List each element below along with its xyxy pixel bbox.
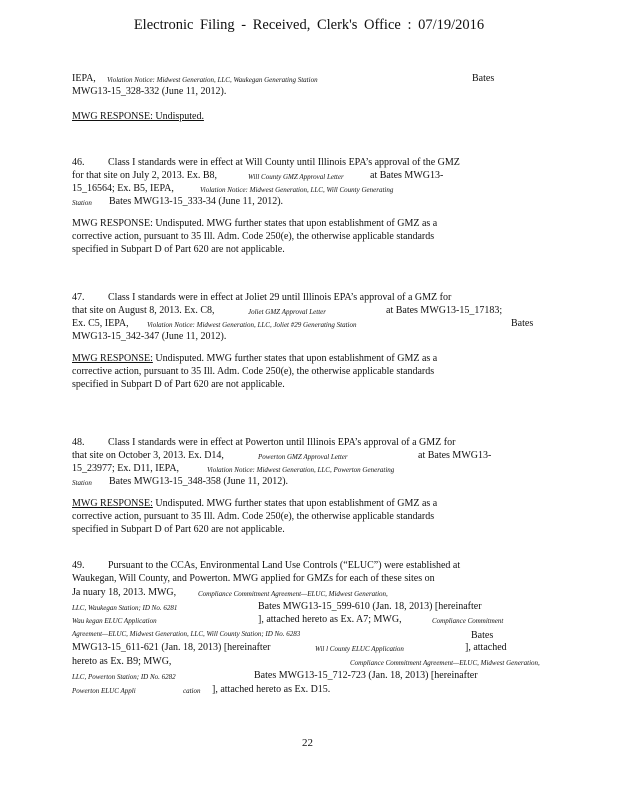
text-run: Bates <box>511 318 534 329</box>
citation-title: Station <box>72 479 92 487</box>
text-run: Bates MWG13-15_333-34 (June 11, 2012). <box>109 196 284 207</box>
citation-title: Powerton GMZ Approval Letter <box>258 453 348 461</box>
text-run: that site on August 8, 2013. Ex. C8, <box>72 305 215 316</box>
text-run: 48. <box>72 437 85 448</box>
citation-title: Wil l County ELUC Application <box>315 645 404 653</box>
citation-title: Violation Notice: Midwest Generation, LLC, Powerton Generating <box>207 466 395 474</box>
text-run: Undisputed. MWG further states that upon establishment of GMZ as a <box>152 353 438 364</box>
text-run: Ex. C5, IEPA, <box>72 318 129 329</box>
text-line <box>72 244 285 255</box>
text-run: MWG13-15_328-332 (June 11, 2012). <box>72 86 227 97</box>
text-run: specified in Subpart D of Part 620 are not applicable. <box>72 524 285 535</box>
text-line <box>471 630 493 641</box>
text-run: specified in Subpart D of Part 620 are not applicable. <box>72 244 285 255</box>
citation-title: Violation Notice: Midwest Generation, LLC, Will County Generating <box>200 186 394 194</box>
text-line <box>472 73 494 84</box>
citation-title: Violation Notice: Midwest Generation, LLC, Waukegan Generating Station <box>107 76 318 84</box>
filing-stamp-header: Electronic Filing - Received, Clerk's Office : 07/19/2016 <box>133 17 485 33</box>
text-run: Bates MWG13-15_348-358 (June 11, 2012). <box>109 476 289 487</box>
text-run: 47. <box>72 292 85 303</box>
citation-title: Will County GMZ Approval Letter <box>248 173 344 181</box>
citation-title: Powerton ELUC Appli <box>72 687 136 695</box>
text-run: at Bates MWG13- <box>370 170 444 181</box>
text-run: 15_23977; Ex. D11, IEPA, <box>72 463 180 474</box>
text-run: at Bates MWG13- <box>418 450 492 461</box>
citation-title: LLC, Powerton Station; ID No. 6282 <box>72 673 176 681</box>
text-line <box>72 86 226 97</box>
citation-title: Compliance Commitment <box>432 617 504 625</box>
text-line <box>72 366 434 377</box>
text-line <box>72 498 437 509</box>
text-run: Bates MWG13-15_712-723 (Jan. 18, 2013) [hereinafter <box>254 670 478 681</box>
citation-title: Agreement—ELUC, Midwest Generation, LLC, Will County Station; ID No. 6283 <box>72 630 301 638</box>
text-run: 15_16564; Ex. B5, IEPA, <box>72 183 174 194</box>
text-run: 46. <box>72 157 85 168</box>
citation-title: cation <box>183 687 201 695</box>
text-run: ], attached hereto as Ex. D15. <box>212 684 331 695</box>
text-run: Bates <box>472 73 495 84</box>
text-run: corrective action, pursuant to 35 Ill. Adm. Code 250(e), the otherwise applicable standards <box>72 511 435 522</box>
text-run: hereto as Ex. B9; MWG, <box>72 656 172 667</box>
text-run: ], attached <box>465 642 507 653</box>
text-line <box>72 331 226 342</box>
text-line <box>72 111 204 122</box>
text-run: Class I standards were in effect at Will County until Illinois EPA’s approval of the GMZ <box>108 157 460 168</box>
text-run: MWG13-15_342-347 (June 11, 2012). <box>72 331 227 342</box>
citation-title: Violation Notice: Midwest Generation, LLC, Joliet #29 Generating Station <box>147 321 357 329</box>
text-run: 49. <box>72 560 85 571</box>
text-line <box>72 511 434 522</box>
text-line <box>72 231 434 242</box>
text-run: Ja nuary 18, 2013. MWG, <box>72 587 177 598</box>
text-run: Bates <box>471 630 494 641</box>
text-run: IEPA, <box>72 73 96 84</box>
text-run: MWG13-15_611-621 (Jan. 18, 2013) [hereinafter <box>72 642 271 653</box>
text-run: Class I standards were in effect at Powerton until Illinois EPA’s approval of a GMZ for <box>108 437 456 448</box>
text-run: Waukegan, Will County, and Powerton. MWG applied for GMZs for each of these sites on <box>72 573 435 584</box>
text-run: MWG RESPONSE: Undisputed. MWG further states that upon establishment of GMZ as a <box>72 218 438 229</box>
text-line <box>72 524 285 535</box>
text-line <box>511 318 533 329</box>
text-run: ], attached hereto as Ex. A7; MWG, <box>258 614 402 625</box>
text-line <box>72 628 300 640</box>
citation-title: Compliance Commitment Agreement—ELUC, Midwest Generation, <box>198 590 388 598</box>
text-run: Undisputed. MWG further states that upon establishment of GMZ as a <box>152 498 438 509</box>
text-run: specified in Subpart D of Part 620 are not applicable. <box>72 379 285 390</box>
text-run: Bates MWG13-15_599-610 (Jan. 18, 2013) [hereinafter <box>258 601 482 612</box>
text-run: for that site on July 2, 2013. Ex. B8, <box>72 170 217 181</box>
text-run: corrective action, pursuant to 35 Ill. Adm. Code 250(e), the otherwise applicable standards <box>72 231 435 242</box>
text-run: at Bates MWG13-15_17183; <box>386 305 503 316</box>
text-run: Pursuant to the CCAs, Environmental Land Use Controls (“ELUC”) were established at <box>108 560 461 571</box>
text-run: that site on October 3, 2013. Ex. D14, <box>72 450 224 461</box>
text-run: Class I standards were in effect at Joliet 29 until Illinois EPA’s approval of a GMZ for <box>108 292 452 303</box>
text-run: corrective action, pursuant to 35 Ill. Adm. Code 250(e), the otherwise applicable standards <box>72 366 435 377</box>
citation-title: Compliance Commitment Agreement—ELUC, Midwest Generation, <box>350 659 540 667</box>
citation-title: Joliet GMZ Approval Letter <box>248 308 326 316</box>
text-line <box>72 573 435 584</box>
citation-title: Station <box>72 199 92 207</box>
text-line <box>72 353 437 364</box>
text-line <box>72 218 437 229</box>
citation-title: Wau kegan ELUC Application <box>72 617 157 625</box>
text-line <box>72 379 285 390</box>
response-label: MWG RESPONSE: <box>72 353 153 364</box>
response-label: MWG RESPONSE: <box>72 498 153 509</box>
response-label: MWG RESPONSE: Undisputed. <box>72 111 204 122</box>
citation-title: LLC, Waukegan Station; ID No. 6281 <box>72 604 178 612</box>
page-number: 22 <box>302 737 313 749</box>
